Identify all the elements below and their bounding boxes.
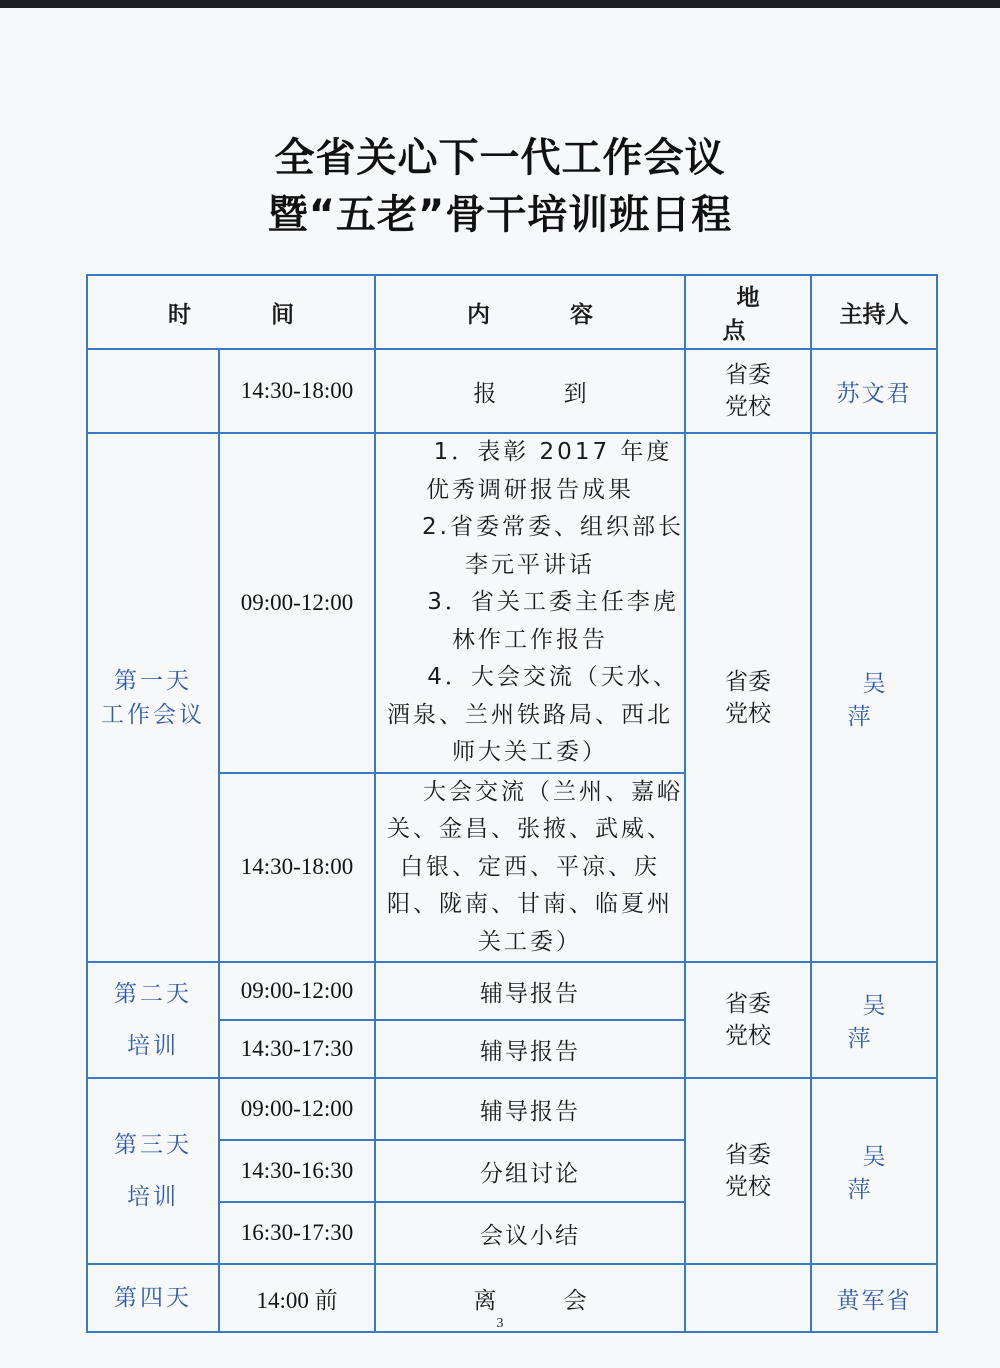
header-host: 主持人 bbox=[811, 275, 937, 349]
time-cell: 14:00 前 bbox=[219, 1264, 375, 1332]
time-cell: 09:00-12:00 bbox=[219, 1078, 375, 1140]
place-line-2: 党校 bbox=[725, 700, 772, 727]
place-line-1: 省委 bbox=[725, 1142, 772, 1168]
header-place: 地 点 bbox=[685, 275, 811, 349]
time-cell: 16:30-17:30 bbox=[219, 1202, 375, 1264]
place-cell bbox=[685, 1078, 811, 1264]
day-label-cell bbox=[87, 433, 219, 962]
host-cell: 苏文君 bbox=[811, 349, 937, 433]
time-cell: 09:00-12:00 bbox=[219, 962, 375, 1020]
content-cell: 会议小结 bbox=[375, 1202, 685, 1264]
table-row bbox=[87, 1078, 937, 1140]
place-cell bbox=[685, 962, 811, 1078]
header-content: 内 容 bbox=[375, 275, 685, 349]
content-cell: 辅导报告 bbox=[375, 962, 685, 1020]
agenda-item: 1．表彰 2017 年度优秀调研报告成果 bbox=[426, 439, 673, 503]
content-cell: 辅导报告 bbox=[375, 1078, 685, 1140]
day-label-cell bbox=[87, 1078, 219, 1264]
place-line-2: 党校 bbox=[725, 1023, 772, 1049]
day-label-line-1: 第一天 bbox=[114, 667, 192, 694]
day-label-line-2: 培训 bbox=[127, 1033, 179, 1059]
time-cell: 14:30-16:30 bbox=[219, 1140, 375, 1202]
agenda-item: 大会交流（兰州、嘉峪关、金昌、张掖、武威、白银、定西、平凉、庆阳、陇南、甘南、临夏州关工委） bbox=[387, 778, 684, 955]
agenda-item: 2.省委常委、组织部长李元平讲话 bbox=[422, 514, 684, 578]
content-cell: 报 到 bbox=[375, 349, 685, 433]
title-line-1: 全省关心下一代工作会议 bbox=[274, 135, 726, 181]
time-cell: 09:00-12:00 bbox=[219, 433, 375, 773]
agenda-item: 3．省关工委主任李虎林作工作报告 bbox=[427, 589, 679, 653]
day-label-line-2: 工作会议 bbox=[101, 701, 205, 728]
place-line-2: 党校 bbox=[725, 1174, 772, 1200]
host-cell: 吴 萍 bbox=[811, 433, 937, 962]
host-cell: 黄军省 bbox=[811, 1264, 937, 1332]
host-cell: 吴 萍 bbox=[811, 962, 937, 1078]
time-cell: 14:30-18:00 bbox=[219, 773, 375, 963]
place-cell bbox=[685, 349, 811, 433]
empty-day-cell bbox=[87, 349, 219, 433]
place-line-1: 省委 bbox=[725, 991, 772, 1017]
page-number: 3 bbox=[496, 1316, 504, 1331]
place-line-1: 省委 bbox=[725, 668, 772, 695]
time-cell: 14:30-17:30 bbox=[219, 1020, 375, 1078]
schedule-table bbox=[86, 274, 938, 1333]
day-label-line-1: 第二天 bbox=[114, 981, 192, 1007]
time-cell: 14:30-18:00 bbox=[219, 349, 375, 433]
table-row bbox=[87, 962, 937, 1020]
content-cell: 辅导报告 bbox=[375, 1020, 685, 1078]
day-label-cell: 第四天 bbox=[87, 1264, 219, 1332]
place-line-2: 党校 bbox=[725, 394, 772, 420]
place-cell bbox=[685, 433, 811, 962]
content-cell bbox=[375, 773, 685, 963]
title-line-2: 暨“五老”骨干培训班日程 bbox=[267, 192, 733, 238]
content-cell: 离 会 bbox=[375, 1264, 685, 1332]
table-row bbox=[87, 433, 937, 773]
header-time: 时 间 bbox=[87, 275, 375, 349]
day-label-line-2: 培训 bbox=[127, 1184, 179, 1210]
day-label-line-1: 第三天 bbox=[114, 1132, 192, 1158]
content-cell bbox=[375, 433, 685, 773]
day-label-cell bbox=[87, 962, 219, 1078]
table-row bbox=[87, 349, 937, 433]
content-cell: 分组讨论 bbox=[375, 1140, 685, 1202]
header-row bbox=[87, 275, 937, 349]
host-cell: 吴 萍 bbox=[811, 1078, 937, 1264]
place-line-1: 省委 bbox=[725, 362, 772, 388]
agenda-item: 4．大会交流（天水、酒泉、兰州铁路局、西北师大关工委） bbox=[387, 664, 679, 765]
scan-edge bbox=[0, 0, 1000, 8]
